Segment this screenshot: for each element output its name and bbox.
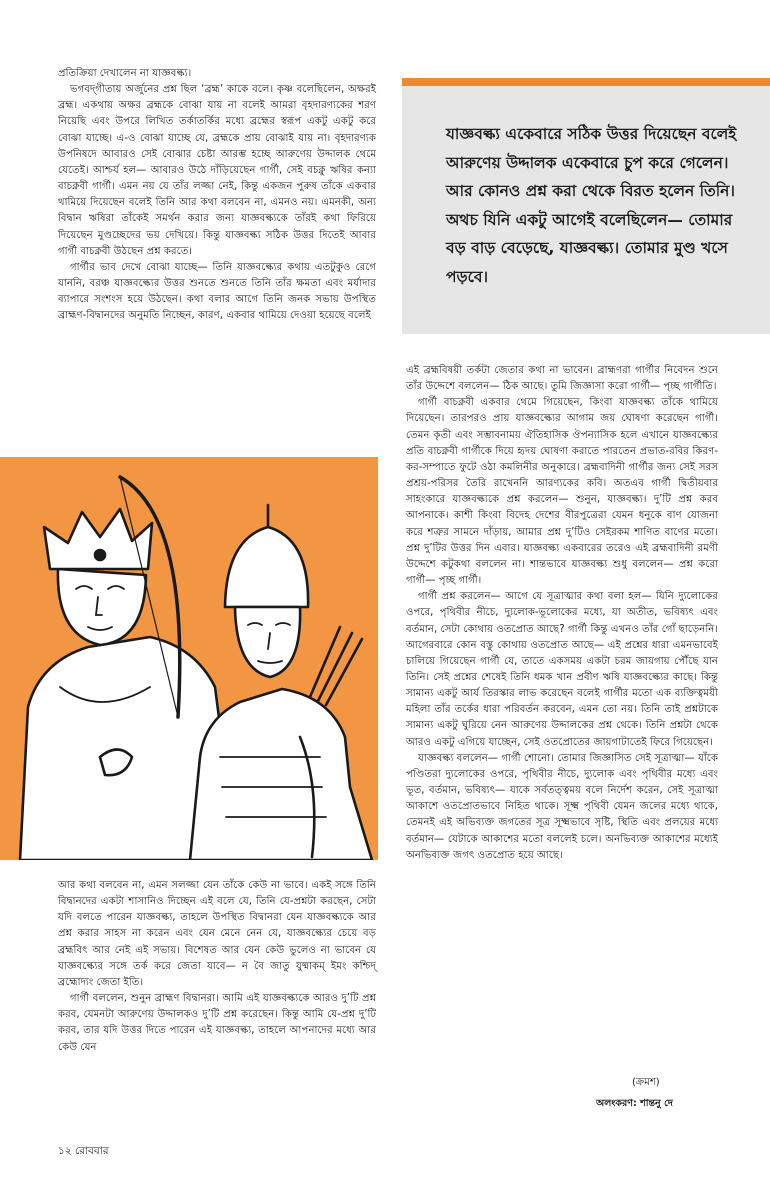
paragraph: গার্গী প্রশ্ন করলেন— আগে যে সূত্রাত্মার কথা বলা হল— যিনি দ্যুলোকের ওপরে, পৃথিবীর নীচে, দ্যুলোক-ভূলোকের মধ্যে, যা অতীত, ভবিষ্যৎ এবং বর্তমান, সেটা কোথায় ওতপ্রোত আছে? গার্গী কিন্তু এখনও তাঁর গোঁ ছাড়েননি। আগেরবারে কোন বস্তু কোথায় ওতপ্রোত আছে— এই প্রশ্নের ধারা এমনভাবেই চালিয়ে গিয়েছেন গার্গী যে, তাতে একসময় একটা চরম জায়গায় পৌঁছে যান তিনি। সেই প্রশ্নের শেষেই তিনি ধমক খান প্রবীণ ঋষি যাজ্ঞবল্ক্যের কাছে। কিন্তু সামান্য একটু আর্য তিরস্কার লাভ করেছেন বলেই গার্গীর মতো এক ব্যক্তিত্বময়ী মহিলা তাঁর তর্কের ধারা পরিবর্তন করবেন, এমন তো নয়। তিনি তাই প্রশ্নটাকে সামান্য একটু ঘুরিয়ে নেন আরুণেয় উদ্দালকের প্রশ্ন থেকে। তিনি প্রশ্নটা থেকে আরও একটু এগিয়ে যাচ্ছেন, সেই ওতপ্রোতের জায়গাটাতেই ফিরে গিয়েছেন। — [406, 591, 718, 748]
illustration-credit: অলংকরণ: শান্তনু দে — [596, 1098, 673, 1109]
paragraph: আর কথা বলবেন না, এমন সলজ্জা যেন তাঁকে কেউ না ভাবে। একই সঙ্গে তিনি বিদ্বানদের একটা শাসানিও দিচ্ছেন এই বলে যে, তিনি যে-প্রশ্নটা করছেন, সেটা যদি বলতে পারেন যাজ্ঞবল্ক্য, তাহলে উপস্থিত বিদ্বানরা যেন যাজ্ঞবল্ক্যকে আর প্রশ্ন করার সাহস না করেন এবং যেন মেনে নেন যে, যাজ্ঞবল্ক্যের চেয়ে বড় ব্রহ্মবিৎ আর নেই এই সভায়। বিশেষত আর যেন কেউ ভুলেও না ভাবেন যে যাজ্ঞবল্ক্যের সঙ্গে তর্ক করে জেতা যাবে— ন বৈ জাতু যুষ্মাকম্‌ ইমং কশ্চিদ্‌ ব্রহ্মোদ্যং জেতা ইতি। — [58, 880, 376, 988]
quiver — [310, 627, 362, 705]
left-column-bottom — [58, 878, 376, 1056]
pull-quote-text: যাজ্ঞবল্ক্য একেবারে সঠিক উত্তর দিয়েছেন বলেই আরুণেয় উদ্দালক একেবারে চুপ করে গেলেন। আর কোনও প্রশ্ন করা থেকে বিরত হলেন তিনি। অথচ যিনি একটু আগেই বলেছিলেন— তোমার বড় বাড় বেড়েছে, যাজ্ঞবল্ক্য। তোমার মুণ্ড খসে পড়বে। — [446, 125, 737, 286]
illustration — [0, 457, 378, 860]
illustration-drawing — [0, 457, 378, 860]
paragraph: প্রতিক্রিয়া দেখালেন না যাজ্ঞবল্ক্য। — [58, 68, 192, 79]
helmet — [225, 527, 308, 607]
page-footer: ১২ রোববার — [58, 1145, 109, 1157]
pull-quote-box — [402, 78, 770, 334]
paragraph: গার্গীর ভাব দেখে বোঝা যাচ্ছে— তিনি যাজ্ঞবল্ক্যের কথায় এতটুকুও রেগে যাননি, বরঞ্চ যাজ্ঞবল্ক্যের উত্তর শুনতে শুনতে তিনি তাঁর ক্ষমতা এবং মর্যাদার ব্যাপারে সংশংস হয়ে উঠছেন। কথা বলার আগে তিনি জনক সভায় উপস্থিত ব্রাহ্মণ-বিদ্বানদের অনুমতি নিচ্ছেন, কারণ, একবার থামিয়ে দেওয়া হয়েছে বলেই — [58, 261, 376, 322]
warrior-face — [235, 607, 300, 677]
paragraph: গার্গী বাচক্নবী একবার থেমে গিয়েছেন, কিংবা যাজ্ঞবল্ক্য তাঁকে থামিয়ে দিয়েছেন। তারপরও প্রায় যাজ্ঞবল্ক্যের আগাম জয় ঘোষণা করেছেন গার্গী। তেমন কৃতী এবং সম্ভাবনাময় ঐতিহাসিক ঔপন্যাসিক হলে এখানে যাজ্ঞবল্ক্যের প্রতি বাচক্নবী গার্গীকে দিয়ে হৃদয় ঘোষণা করাতে পারতেন প্রভাত-রবির কিরণ-কর-সম্পাতে ফুটে ওঠা কমলিনীর অনুকারে। ব্রহ্মবাদিনী গার্গীর জন্য সেই সরস প্রশ্রয়-পরিসর তৈরি রাখেননি আরণ্যকের কবি। অতএব গার্গী দ্বিতীয়বার সাহংকারে যাজ্ঞবল্ক্যকে প্রশ্ন করলেন— শুনুন, যাজ্ঞবল্ক্য। দু’টি প্রশ্ন করব আপনাকে। কাশী কিংবা বিদেহ দেশের বীরপুত্রেরা যেমন ধনুকে বাণ যোজনা করে শত্রুর সামনে দাঁড়ায়, আমার প্রশ্ন দু’টিও সেইরকম শাণিত বাণের মতো। প্রশ্ন দু’টির উত্তর দিন এবার। যাজ্ঞবল্ক্য একবারের তরেও এই ব্রহ্মবাদিনী রমণী উদ্দেশে কটুকথা বললেন না। শান্তভাবে যাজ্ঞবল্ক্য শুধু বললেন— প্রশ্ন করো গার্গী— পৃচ্ছ গার্গী। — [406, 397, 718, 587]
paragraph: গার্গী বললেন, শুনুন ব্রাহ্মণ বিদ্বানরা। আমি এই যাজ্ঞবল্ক্যকে আরও দু’টি প্রশ্ন করব, যেমনটা আরুণেয় উদ্দালকও দু’টি প্রশ্ন করেছেন। কিন্তু আমি যে-প্রশ্ন দু’টি করব, তার যদি উত্তর দিতে পারেন এই যাজ্ঞবল্ক্য, তাহলে আপনাদের মধ্যে আর কেউ যেন — [58, 993, 376, 1053]
continued-label: (ক্রমশ) — [632, 1077, 660, 1088]
right-column — [406, 363, 718, 864]
paragraph: যাজ্ঞবল্ক্য বললেন— গার্গী শোনো। তোমার জিজ্ঞাসিত সেই সূত্রাত্মা— যাঁকে পণ্ডিতরা দ্যুলোকের ওপরে, পৃথিবীর নীচে, দ্যুলোক এবং পৃথিবীর মধ্যে এবং ভূত, বর্তমান, ভবিষ্যৎ— যাকে সর্বতত্ত্বময় বলে নির্দেশ করেন, সেই সূত্রাত্মা আকাশে ওতপ্রোতভাবে নিহিত থাকে। সূক্ষ্ম পৃথিবী যেমন জলের মধ্যে থাকে, তেমনই এই অভিব্যক্ত জগতের সূত্র সূক্ষ্মভাবে সৃষ্টি, স্থিতি এবং প্রলয়ের মধ্যে বর্তমান— যেটাকে আকাশের মতো বললেই চলে। অনভিব্যক্ত আকাশের মধ্যেই অনভিব্যক্ত জগৎ ওতপ্রোত হয়ে আছে। — [406, 752, 718, 861]
king-head — [58, 569, 146, 645]
paragraph: এই ব্রহ্মবিষয়ী তর্কটা জেতার কথা না ভাবেন। ব্রাহ্মণরা গার্গীর নিবেদন শুনে তাঁর উদ্দেশে বললেন— ঠিক আছে। তুমি জিজ্ঞাসা করো গার্গী— পৃচ্ছ গার্গীতি। — [406, 365, 718, 393]
left-column-top — [58, 66, 376, 325]
paragraph: ভগবদ্‌গীতায় অর্জুনের প্রশ্ন ছিল ‘ব্রহ্ম’ কাকে বলে। কৃষ্ণ বলেছিলেন, অক্ষরই ব্রহ্ম। একথায় অক্ষর ব্রহ্মকে বোঝা যায় না বলেই আমরা বৃহদারণ্যকের শরণ নিয়েছি এবং উপরে লিখিত তর্কাতর্কির মধ্যে ব্রহ্মের স্বরূপ একটু একটু করে বোঝা যাচ্ছে। এ-ও বোঝা যাচ্ছে যে, ব্রহ্মকে প্রায় বোঝাই যায় না। বৃহদারণ্যক উপনিষদে আবারও সেই বোঝার চেষ্টা আরম্ভ হচ্ছে আরুণেয় উদ্দালক থেমে যেতেই। আশ্চর্য হল— আবারও উঠে দাঁড়িয়েছেন গার্গী, সেই বচক্নু ঋষির কন্যা বাচক্নবী গার্গী। এমন নয় যে তাঁর লজ্জা নেই, কিন্তু একজন পুরুষ তাঁকে একবার থামিয়ে দিয়েছেন বলেই তিনি আর কথা বলবেন না, এমনও নয়। এমনকী, অন্য বিদ্বান ঋষিরা তাঁকেই সমর্থন করার জন্য যাজ্ঞবল্ক্যকে তাঁরই কথা ফিরিয়ে দিয়েছেন মুণ্ডচ্ছেদের ভয় দেখিয়ে। কিন্তু যাজ্ঞবল্ক্য সঠিক উত্তর দিতেই আবার গার্গী বাচক্নবী উঠছেন প্রশ্ন করতে। — [58, 84, 376, 257]
